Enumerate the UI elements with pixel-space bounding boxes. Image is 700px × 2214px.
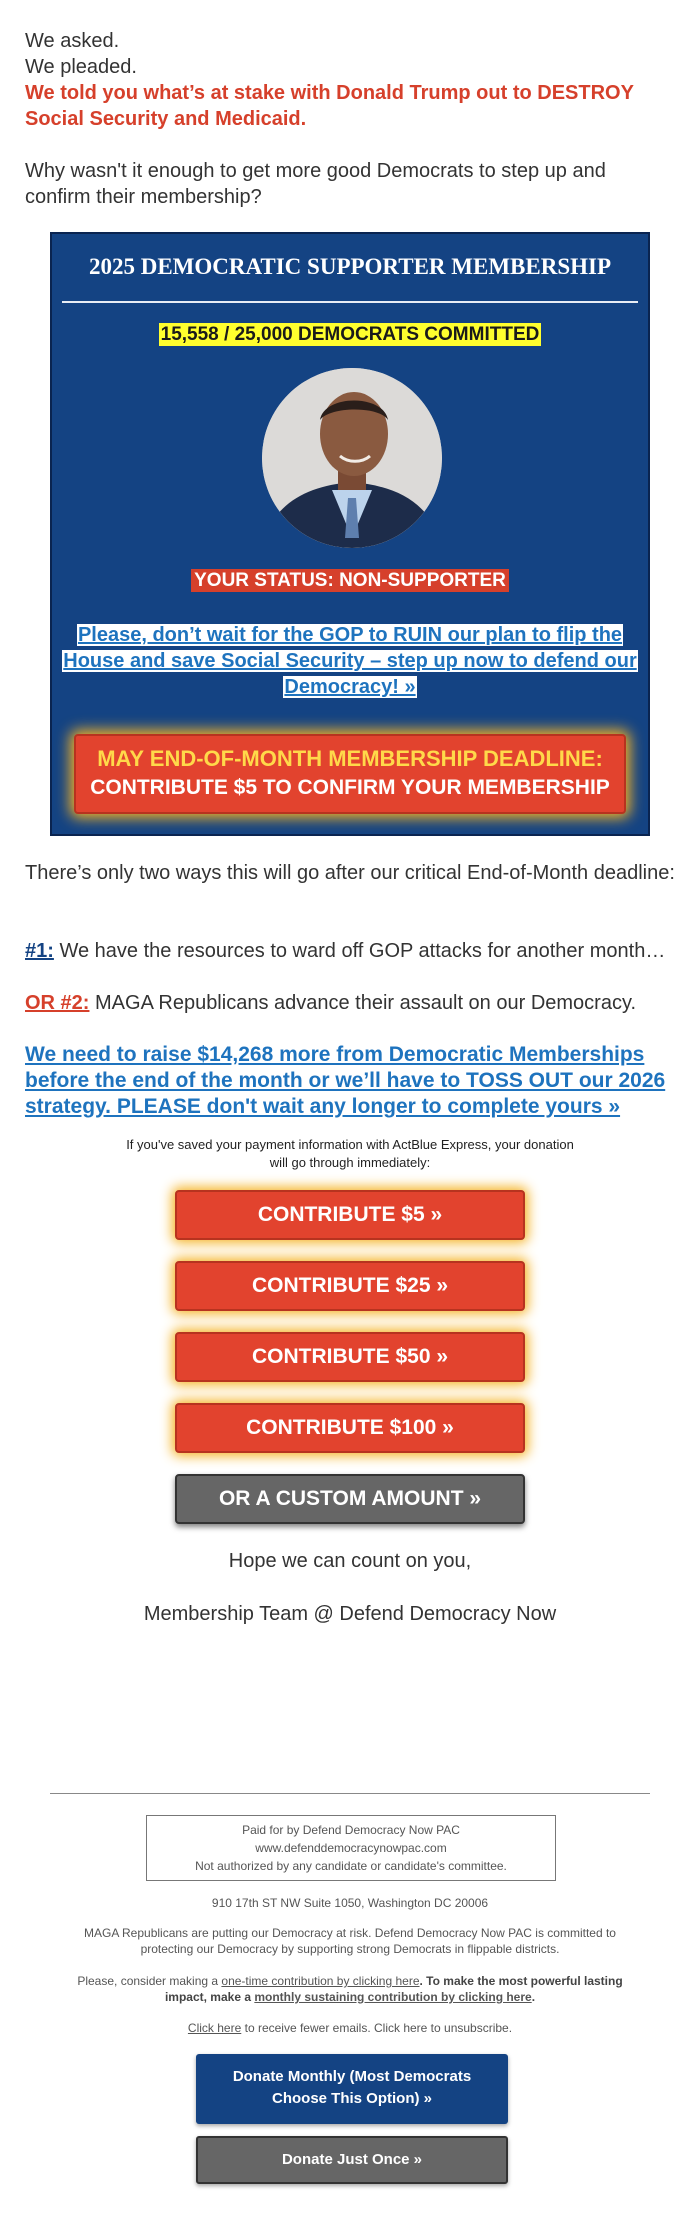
pitch-paragraph — [25, 1042, 680, 1120]
actblue-note: If you've saved your payment information with ActBlue Express, your donation will go through immediately: — [126, 1137, 574, 1170]
footer-consider — [60, 1973, 640, 2005]
consider-pre: Please, consider making a — [77, 1974, 222, 1988]
signoff-team: Membership Team @ Defend Democracy Now — [143, 1603, 557, 1625]
deadline-cta: CONTRIBUTE $5 TO CONFIRM YOUR MEMBERSHIP — [90, 776, 610, 799]
website-text: www.defenddemocracynowpac.com — [255, 1841, 447, 1855]
two-ways-text: There’s only two ways this will go after our critical End-of-Month deadline: — [25, 862, 675, 884]
signoff-line: Hope we can count on you, — [228, 1550, 472, 1572]
pitch-link[interactable]: We need to raise $14,268 more from Democratic Memberships before the end of the month or we’ll have to TOSS OUT our 2026 strategy. PLEASE don't wait any longer to complete yours » — [25, 1043, 666, 1118]
candidate-portrait — [262, 368, 442, 548]
progress-text: 15,558 / 25,000 DEMOCRATS COMMITTED — [160, 324, 540, 345]
footer-divider — [50, 1793, 650, 1794]
disclaimer-text: Not authorized by any candidate or candidate's committee. — [195, 1859, 507, 1873]
progress-counter — [52, 324, 648, 346]
contribute-5-button[interactable]: CONTRIBUTE $5 » — [175, 1190, 525, 1240]
footer-mission: MAGA Republicans are putting our Democracy at risk. Defend Democracy Now PAC is committed to protecting our Democracy by supporting strong Democrats in flippable districts. — [84, 1926, 616, 1956]
status-line — [52, 570, 648, 592]
intro-line-pleaded: We pleaded. — [25, 56, 137, 78]
fewer-emails-link[interactable]: Click here — [187, 2021, 242, 2035]
footer-fewer-emails — [60, 2020, 640, 2036]
deadline-contribute-button[interactable] — [74, 734, 626, 814]
consider-mid: . To make the most powerful lasting impact, make a — [164, 1974, 623, 2004]
option-one-text: We have the resources to ward off GOP attacks for another month… — [53, 940, 666, 962]
deadline-label: MAY END-OF-MONTH MEMBERSHIP DEADLINE: — [97, 746, 603, 771]
plea-text — [62, 622, 638, 700]
contribute-25-button[interactable]: CONTRIBUTE $25 » — [175, 1261, 525, 1311]
intro-text — [25, 28, 675, 210]
monthly-link[interactable]: monthly sustaining contribution by clicking here — [254, 1990, 532, 2004]
plea-link[interactable]: Please, don’t wait for the GOP to RUIN our plan to flip the House and save Social Security – step up now to defend our Democracy! » — [63, 624, 637, 698]
donate-monthly-button[interactable]: Donate Monthly (Most Democrats Choose This Option) » — [196, 2054, 508, 2124]
intro-line-asked: We asked. — [25, 30, 120, 52]
footer-address: 910 17th ST NW Suite 1050, Washington DC 20006 — [211, 1896, 489, 1910]
paid-for-text: Paid for by Defend Democracy Now PAC — [242, 1823, 460, 1837]
paid-for-box — [146, 1815, 556, 1881]
consider-end: . — [531, 1990, 536, 2004]
option-two-text: MAGA Republicans advance their assault on our Democracy. — [89, 992, 637, 1014]
intro-question: Why wasn't it enough to get more good Democrats to step up and confirm their membership? — [25, 160, 606, 208]
membership-title: 2025 DEMOCRATIC SUPPORTER MEMBERSHIP — [88, 254, 612, 279]
membership-panel — [50, 232, 650, 836]
option-two-label: OR #2: — [25, 992, 90, 1014]
option-one-label: #1: — [25, 940, 54, 962]
status-badge: YOUR STATUS: NON-SUPPORTER — [191, 569, 509, 592]
donate-once-button[interactable]: Donate Just Once » — [196, 2136, 508, 2184]
membership-divider — [62, 301, 638, 303]
one-time-link[interactable]: one-time contribution by clicking here — [221, 1974, 420, 1988]
portrait-image — [262, 368, 442, 548]
contribute-50-button[interactable]: CONTRIBUTE $50 » — [175, 1332, 525, 1382]
option-one — [25, 938, 675, 964]
contribute-100-button[interactable]: CONTRIBUTE $100 » — [175, 1403, 525, 1453]
option-two — [25, 990, 675, 1016]
custom-amount-button[interactable]: OR A CUSTOM AMOUNT » — [175, 1474, 525, 1524]
intro-line-stakes: We told you what’s at stake with Donald Trump out to DESTROY Social Security and Medicaid. — [25, 82, 634, 130]
fewer-emails-text: to receive fewer emails. Click here to unsubscribe. — [241, 2021, 513, 2035]
